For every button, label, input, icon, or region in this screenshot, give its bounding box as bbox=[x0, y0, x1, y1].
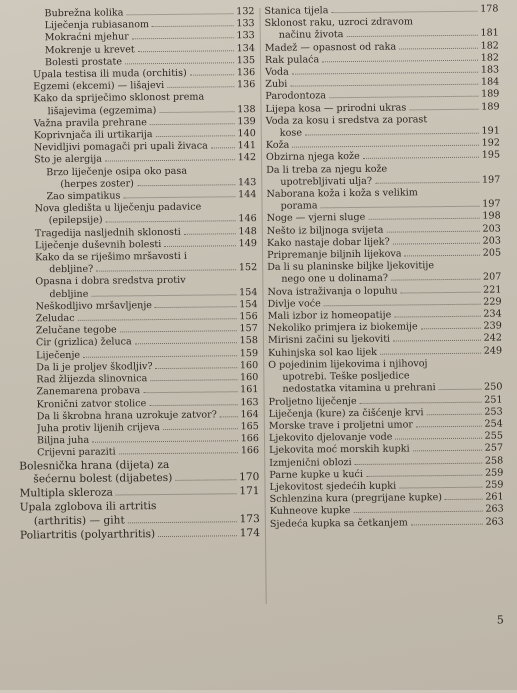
toc-entry-page-number: 254 bbox=[484, 418, 503, 430]
toc-left-column bbox=[14, 6, 260, 543]
toc-entry-page-number: 257 bbox=[484, 442, 504, 454]
dot-leader bbox=[105, 160, 235, 162]
toc-entry-page-number: 143 bbox=[237, 176, 257, 189]
toc-entry-title-line: upotrebljivati ulja? bbox=[280, 175, 373, 188]
toc-entry-title-line: Kako da se riješimo mršavosti i bbox=[35, 250, 187, 264]
toc-entry-page-number: 251 bbox=[484, 393, 503, 406]
dot-leader bbox=[132, 38, 234, 40]
toc-entry-title-line: Liječenje bbox=[36, 349, 81, 362]
toc-entry-page-number: 203 bbox=[482, 235, 501, 247]
toc-entry-title-line: Obzirna njega kože bbox=[265, 151, 360, 164]
toc-entry-title-line: Liječenje duševnih bolesti bbox=[34, 238, 162, 252]
toc-entry-title-line: Stanica tijela bbox=[264, 5, 329, 17]
dot-leader bbox=[125, 62, 234, 64]
toc-entry bbox=[265, 16, 499, 43]
toc-entry-page-number: 255 bbox=[484, 430, 504, 442]
dot-leader bbox=[346, 35, 477, 37]
toc-entry-page-number: 161 bbox=[240, 384, 259, 396]
toc-entry-title-line: Mokrenje u krevet bbox=[44, 43, 135, 56]
toc-entry-page-number: 158 bbox=[239, 335, 259, 347]
toc-entry-title-line: Kako da spriječimo sklonost prema bbox=[33, 91, 205, 105]
toc-entry-page-number: 165 bbox=[240, 420, 259, 433]
toc-entry-title-line: Da li škrobna hrana uzrokuje zatvor? bbox=[36, 409, 217, 423]
toc-entry-title-line: Parne kupke u kući bbox=[269, 468, 363, 481]
toc-entry-page-number: 138 bbox=[237, 103, 256, 115]
toc-entry-page-number: 189 bbox=[481, 88, 500, 101]
toc-entry bbox=[20, 499, 260, 529]
toc-entry-page-number: 157 bbox=[239, 323, 258, 335]
dot-leader bbox=[411, 523, 483, 525]
toc-entry-page-number: 146 bbox=[238, 213, 257, 225]
toc-entry-page-number: 133 bbox=[236, 18, 255, 30]
toc-entry-page-number: 139 bbox=[237, 115, 256, 128]
toc-entry-title-line: Izmjenični oblozi bbox=[269, 456, 352, 469]
dot-leader bbox=[175, 480, 236, 482]
dot-leader bbox=[220, 416, 238, 417]
toc-entry bbox=[16, 165, 256, 192]
toc-entry-page-number: 234 bbox=[483, 308, 502, 320]
toc-entry-title-line: Rak pulaća bbox=[264, 54, 320, 66]
toc-entry-title-line: Proljetno liječenje bbox=[268, 395, 357, 408]
toc-entry-page-number: 182 bbox=[480, 52, 500, 64]
dot-leader bbox=[368, 218, 479, 220]
toc-entry-page-number: 263 bbox=[485, 515, 504, 528]
dot-leader bbox=[292, 72, 478, 75]
toc-entry-title-line: (epilepsije) bbox=[48, 215, 103, 227]
dot-leader bbox=[393, 340, 481, 342]
toc-entry-title-line: Kuhinjska sol kao lijek bbox=[268, 346, 377, 359]
toc-entry-page-number: 159 bbox=[239, 347, 259, 359]
toc-entry-title-line: Bolesnička hrana (dijeta) za bbox=[19, 458, 170, 473]
dot-leader bbox=[366, 474, 482, 476]
dot-leader bbox=[439, 389, 481, 390]
toc-entry-page-number: 198 bbox=[482, 210, 501, 223]
dot-leader bbox=[143, 392, 237, 394]
toc-entry-page-number: 166 bbox=[240, 445, 260, 457]
toc-entry-page-number: 163 bbox=[240, 396, 259, 408]
dot-leader bbox=[163, 428, 238, 430]
toc-entry-title-line: Kuhneove kupke bbox=[269, 505, 351, 518]
toc-entry-page-number: 183 bbox=[480, 64, 500, 76]
toc-entry-page-number: 135 bbox=[236, 54, 256, 67]
dot-leader bbox=[91, 294, 236, 297]
toc-entry-title-line: Morske trave i proljetni umor bbox=[268, 419, 413, 432]
toc-entry-title-line: Tragedija nasljednih sklonosti bbox=[34, 226, 181, 239]
toc-entry-title-line: Schlenzina kura (pregrijane kupke) bbox=[269, 492, 443, 506]
dot-leader bbox=[353, 511, 482, 513]
toc-entry-page-number: 141 bbox=[237, 140, 256, 152]
toc-entry-title-line: Koža bbox=[265, 139, 290, 152]
toc-entry-title-line: lišajevima (egzemima) bbox=[47, 104, 157, 117]
dot-leader bbox=[399, 487, 482, 489]
dot-leader bbox=[149, 404, 237, 406]
dot-leader bbox=[355, 462, 482, 464]
dot-leader bbox=[156, 135, 235, 137]
toc-entry-page-number: 181 bbox=[480, 27, 499, 40]
toc-entry-page-number: 160 bbox=[239, 359, 259, 372]
toc-entry-page-number: 259 bbox=[485, 479, 504, 491]
toc-entry-title-line: Zubi bbox=[265, 78, 288, 91]
toc-entry-title-line: Rad žlijezda slinovnica bbox=[36, 373, 148, 386]
toc-entry-title-line: debljine? bbox=[49, 263, 94, 276]
toc-entry-page-number: 133 bbox=[236, 30, 255, 42]
toc-entry-page-number: 205 bbox=[482, 247, 502, 259]
toc-entry-title-line: Da li su planinske biljke ljekovitije bbox=[267, 260, 435, 274]
toc-entry-title-line: Što je alergija bbox=[33, 154, 103, 166]
toc-entry-title-line: Madež — opasnost od raka bbox=[264, 41, 397, 54]
toc-entry-page-number: 140 bbox=[237, 128, 256, 140]
dot-leader bbox=[405, 255, 480, 257]
toc-entry-page-number: 132 bbox=[236, 6, 255, 18]
dot-leader bbox=[155, 306, 236, 308]
dot-leader bbox=[416, 426, 482, 428]
toc-entry-page-number: 144 bbox=[238, 189, 257, 201]
toc-entry-page-number: 154 bbox=[239, 298, 258, 311]
toc-entry-title-line: Neškodljivo mršavljenje bbox=[35, 299, 153, 313]
dot-leader bbox=[399, 47, 477, 49]
toc-entry-title-line: Naborana koža i koža s velikim bbox=[266, 187, 418, 200]
dot-leader bbox=[78, 318, 237, 321]
toc-entry-page-number: 171 bbox=[239, 485, 260, 498]
toc-entry-title-line: Divlje voće bbox=[267, 298, 321, 310]
dot-leader bbox=[413, 450, 482, 452]
toc-entry-title-line: Kronični zatvor stolice bbox=[36, 397, 147, 410]
dot-leader bbox=[135, 343, 237, 345]
toc-entry-title-line: načinu života bbox=[278, 29, 344, 42]
toc-entry-title-line: Multipla skleroza bbox=[19, 486, 114, 500]
toc-entry-title-line: O pojedinim lijekovima i njihovoj bbox=[268, 358, 428, 371]
toc-entry-title-line: Upala testisa ili muda (orchitis) bbox=[33, 67, 187, 81]
toc-entry-page-number: 258 bbox=[484, 454, 504, 467]
toc-entry-title-line: Koprivnjača ili urtikarija bbox=[33, 129, 153, 142]
toc-entry-page-number: 136 bbox=[236, 67, 256, 79]
toc-entry-page-number: 191 bbox=[481, 125, 500, 137]
toc-entry bbox=[270, 516, 504, 531]
toc-entry-page-number: 184 bbox=[480, 76, 500, 88]
toc-entry-title-line: nedostatka vitamina u prehrani bbox=[282, 382, 436, 396]
dot-leader bbox=[92, 440, 238, 443]
dot-leader bbox=[83, 355, 237, 358]
toc-entry-title-line: Crijevni paraziti bbox=[37, 446, 116, 459]
toc-entry-title-line: debljine bbox=[49, 288, 89, 300]
toc-entry-page-number: 203 bbox=[482, 223, 501, 235]
toc-entry-title-line: Da li je proljev škodljiv? bbox=[36, 361, 153, 374]
toc-entry-page-number: 148 bbox=[238, 225, 257, 237]
toc-entry-title-line: kose bbox=[279, 127, 303, 139]
dot-leader bbox=[137, 184, 235, 186]
toc-entry-page-number: 178 bbox=[480, 3, 499, 15]
dot-leader bbox=[292, 145, 478, 148]
toc-entry-title-line: Liječenja rubiasanom bbox=[44, 19, 150, 32]
toc-entry-page-number: 192 bbox=[481, 137, 500, 149]
dot-leader bbox=[290, 84, 478, 87]
dot-leader bbox=[120, 331, 237, 333]
toc-entry-title-line: Voda bbox=[265, 66, 289, 78]
toc-right-column bbox=[264, 3, 503, 530]
toc-entry bbox=[15, 91, 255, 118]
toc-entry-title-line: Pripremanje biljnih lijekova bbox=[267, 248, 402, 261]
toc-entry-page-number: 242 bbox=[483, 332, 503, 345]
toc-entry-title-line: (herpes zoster) bbox=[60, 178, 134, 190]
toc-entry-page-number: 136 bbox=[236, 79, 256, 91]
toc-entry-page-number: 189 bbox=[481, 101, 500, 113]
toc-entry-page-number: 160 bbox=[239, 372, 259, 384]
toc-entry-title-line: Ljekovitost sjedećih kupki bbox=[269, 480, 397, 493]
toc-entry-title-line: Nešto iz biljnoga svijeta bbox=[266, 224, 384, 237]
toc-entry-page-number: 173 bbox=[239, 512, 260, 525]
toc-entry bbox=[266, 187, 500, 214]
dot-leader bbox=[391, 279, 480, 281]
toc-entry-title-line: porama bbox=[280, 200, 318, 213]
toc-entry-title-line: Opasna i dobra sredstva protiv bbox=[35, 275, 186, 288]
toc-entry-page-number: 156 bbox=[239, 311, 258, 323]
toc-entry-page-number: 195 bbox=[481, 149, 501, 162]
toc-entry-page-number: 154 bbox=[239, 286, 258, 298]
toc-entry-title-line: Sklonost raku, uzroci zdravom bbox=[264, 16, 413, 30]
toc-entry-page-number: 259 bbox=[484, 467, 504, 479]
dot-leader bbox=[159, 111, 234, 113]
dot-leader bbox=[152, 25, 233, 27]
toc-entry-title-line: Brzo liječenje osipa oko pasa bbox=[46, 165, 188, 178]
dot-leader bbox=[324, 304, 480, 307]
dot-leader bbox=[386, 230, 479, 232]
toc-entry-page-number: 250 bbox=[484, 381, 503, 393]
dot-leader bbox=[96, 269, 236, 271]
dot-leader bbox=[331, 11, 477, 14]
toc-entry-title-line: Mokraćni mjehur bbox=[44, 31, 129, 44]
dot-leader bbox=[409, 108, 478, 110]
toc-entry bbox=[267, 260, 501, 287]
toc-entry-title-line: Lijepa kosa — prirodni ukras bbox=[265, 102, 407, 115]
toc-entry-page-number: 197 bbox=[481, 174, 501, 186]
toc-entry-page-number: 221 bbox=[483, 284, 502, 296]
toc-entry-title-line: Zanemarena probava bbox=[36, 385, 141, 398]
dot-leader bbox=[150, 123, 234, 125]
dot-leader bbox=[394, 316, 480, 318]
toc-entry-title-line: Da li treba za njegu kože bbox=[266, 163, 388, 176]
toc-entry-page-number: 166 bbox=[240, 433, 260, 445]
dot-leader bbox=[138, 50, 234, 52]
toc-entry bbox=[268, 357, 502, 396]
dot-leader bbox=[321, 206, 480, 209]
dot-leader bbox=[360, 401, 482, 403]
toc-entry-page-number: 174 bbox=[239, 526, 261, 539]
toc-entry-title-line: Sjedeća kupka sa četkanjem bbox=[269, 516, 408, 530]
toc-entry-title-line: Egzemi (ekcemi) — lišajevi bbox=[33, 80, 165, 93]
toc-entry-page-number: 197 bbox=[482, 198, 501, 210]
toc-entry-title-line: (arthritis) — giht bbox=[33, 514, 125, 528]
dot-leader bbox=[116, 493, 236, 495]
toc-entry bbox=[17, 201, 257, 228]
toc-entry-page-number: 261 bbox=[485, 491, 504, 503]
toc-entry-page-number: 170 bbox=[239, 471, 260, 484]
dot-leader bbox=[211, 147, 235, 148]
dot-leader bbox=[150, 379, 237, 381]
toc-entry bbox=[266, 113, 500, 140]
dot-leader bbox=[395, 438, 481, 440]
dot-leader bbox=[128, 521, 237, 523]
dot-leader bbox=[305, 133, 478, 136]
toc-entry-title-line: Liječenja (kure) za čišćenje krvi bbox=[268, 406, 424, 420]
toc-entry-title-line: nego one u dolinama? bbox=[281, 273, 389, 286]
dot-leader bbox=[322, 60, 477, 63]
dot-leader bbox=[119, 453, 238, 455]
toc-entry-title-line: Važna pravila prehrane bbox=[33, 116, 148, 130]
dot-leader bbox=[164, 245, 235, 247]
toc-entry-title-line: Bubrežna kolika bbox=[44, 7, 124, 20]
dot-leader bbox=[156, 367, 237, 369]
toc-entry-title-line: Upala zglobova ili artritis bbox=[19, 499, 157, 514]
toc-entry-title-line: Nova istraživanja o lopuhu bbox=[267, 285, 398, 298]
toc-entry-title-line: Nova gledišta u liječenju padavice bbox=[34, 201, 202, 215]
toc-entry-title-line: Želučane tegobe bbox=[35, 324, 117, 337]
toc-entry bbox=[266, 162, 500, 189]
toc-entry-title-line: Biljna juha bbox=[36, 434, 90, 447]
dot-leader bbox=[184, 233, 236, 235]
toc-entry-title-line: upotrebi. Teške posljedice bbox=[282, 370, 410, 383]
toc-entry bbox=[19, 458, 259, 488]
toc-entry-title-line: Voda za kosu i sredstva za porast bbox=[265, 114, 428, 127]
dot-leader bbox=[375, 182, 479, 184]
page-number: 5 bbox=[496, 613, 504, 627]
toc-entry-title-line: Ljekovita moć morskih kupki bbox=[269, 443, 410, 457]
toc-entry bbox=[17, 274, 257, 301]
dot-leader bbox=[421, 328, 481, 330]
toc-entry-title-line: Nevidljivi pomagači pri upali živaca bbox=[33, 140, 208, 154]
toc-entry-page-number: 142 bbox=[237, 152, 257, 164]
toc-entry-title-line: Mali izbor iz homeopatije bbox=[267, 309, 392, 322]
toc-entry-page-number: 207 bbox=[482, 271, 502, 284]
dot-leader bbox=[380, 352, 481, 354]
toc-entry-page-number: 229 bbox=[483, 296, 502, 308]
toc-entry-page-number: 249 bbox=[483, 345, 503, 357]
toc-entry-title-line: Nekoliko primjera iz biokemije bbox=[267, 321, 418, 335]
toc-entry-page-number: 134 bbox=[236, 42, 255, 54]
dot-leader bbox=[393, 243, 480, 245]
dot-leader bbox=[363, 157, 479, 159]
toc-entry-page-number: 164 bbox=[240, 408, 259, 420]
toc-entry-title-line: Ljekovito djelovanje vode bbox=[268, 431, 393, 445]
toc-entry-page-number: 152 bbox=[238, 262, 258, 274]
toc-entry-title-line: Noge — vjerni sluge bbox=[266, 212, 366, 225]
toc-entry-title-line: Bolesti prostate bbox=[44, 56, 123, 69]
dot-leader bbox=[123, 196, 235, 198]
toc-entry-page-number: 253 bbox=[484, 406, 503, 418]
toc-entry-title-line: Mirisni začini su ljekoviti bbox=[267, 334, 391, 347]
dot-leader bbox=[126, 13, 233, 15]
toc-entry-title-line: Poliartritis (polyarthritis) bbox=[19, 527, 156, 542]
dot-leader bbox=[190, 74, 234, 75]
toc-entry-title-line: Zao simpatikus bbox=[46, 190, 121, 203]
dot-leader bbox=[106, 221, 236, 223]
dot-leader bbox=[427, 413, 482, 415]
dot-leader bbox=[401, 291, 481, 293]
dot-leader bbox=[445, 499, 482, 500]
toc-entry-title-line: Kako nastaje dobar lijek? bbox=[266, 236, 390, 249]
toc-entry-title-line: Parodontoza bbox=[265, 90, 327, 103]
toc-entry-title-line: Želudac bbox=[35, 313, 75, 325]
toc-entry-page-number: 263 bbox=[485, 503, 504, 515]
dot-leader bbox=[167, 86, 234, 88]
toc-entry-title-line: Čir (grizlica) želuca bbox=[35, 336, 132, 349]
dot-leader bbox=[158, 535, 237, 537]
toc-entry bbox=[20, 526, 260, 542]
toc-entry-page-number: 239 bbox=[483, 320, 502, 332]
toc-entry-page-number: 182 bbox=[480, 40, 499, 52]
toc-entry-title-line: Juha protiv lijenih crijeva bbox=[36, 421, 160, 435]
dot-leader bbox=[329, 96, 478, 99]
toc-entry bbox=[17, 250, 257, 277]
toc-entry-title-line: šećernu bolest (dijabetes) bbox=[33, 472, 173, 486]
toc-entry-page-number: 149 bbox=[238, 237, 257, 250]
